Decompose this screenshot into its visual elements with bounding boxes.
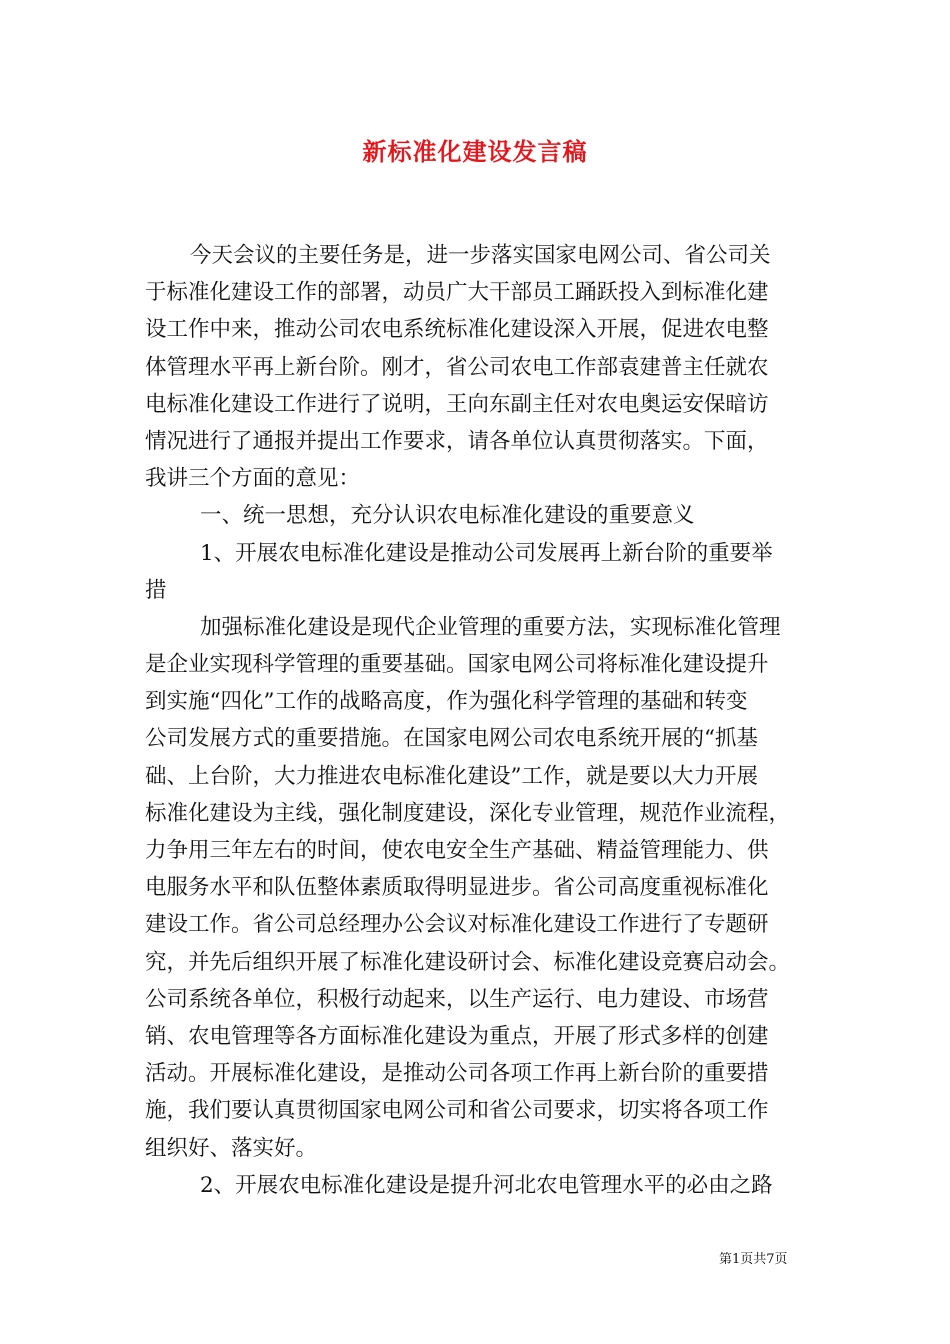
text-line: 2、开展农电标准化建设是提升河北农电管理水平的必由之路 — [200, 1172, 773, 1198]
text-line: 1、开展农电标准化建设是推动公司发展再上新台阶的重要举 — [200, 540, 773, 566]
text-line: 一、统一思想，充分认识农电标准化建设的重要意义 — [200, 503, 695, 529]
text-line: 情况进行了通报并提出工作要求，请各单位认真贯彻落实。下面， — [145, 428, 769, 454]
text-line: 建设工作。省公司总经理办公会议对标准化建设工作进行了专题研 — [145, 912, 769, 938]
text-line: 活动。开展标准化建设，是推动公司各项工作再上新台阶的重要措 — [145, 1061, 769, 1087]
text-line: 施，我们要认真贯彻国家电网公司和省公司要求，切实将各项工作 — [145, 1098, 769, 1124]
text-line: 加强标准化建设是现代企业管理的重要方法，实现标准化管理 — [200, 614, 781, 640]
document-title: 新标准化建设发言稿 — [362, 137, 588, 166]
text-line: 我讲三个方面的意见： — [145, 466, 361, 492]
text-line: 础、上台阶，大力推进农电标准化建设”工作，就是要以大力开展 — [145, 763, 758, 789]
text-line: 公司发展方式的重要措施。在国家电网公司农电系统开展的“抓基 — [145, 726, 758, 752]
text-line: 标准化建设为主线，强化制度建设，深化专业管理，规范作业流程， — [145, 800, 791, 826]
text-line: 电服务水平和队伍整体素质取得明显进步。省公司高度重视标准化 — [145, 875, 769, 901]
text-line: 于标准化建设工作的部署，动员广大干部员工踊跃投入到标准化建 — [145, 280, 769, 306]
text-line: 销、农电管理等各方面标准化建设为重点，开展了形式多样的创建 — [145, 1023, 769, 1049]
text-line: 体管理水平再上新台阶。刚才，省公司农电工作部袁建普主任就农 — [145, 354, 769, 380]
text-line: 设工作中来，推动公司农电系统标准化建设深入开展，促进农电整 — [145, 317, 769, 343]
text-line: 电标准化建设工作进行了说明，王向东副主任对农电奥运安保暗访 — [145, 391, 769, 417]
text-line: 公司系统各单位，积极行动起来，以生产运行、电力建设、市场营 — [145, 986, 769, 1012]
text-line: 今天会议的主要任务是，进一步落实国家电网公司、省公司关 — [190, 243, 771, 268]
text-line: 措 — [145, 577, 167, 603]
text-line: 到实施“四化”工作的战略高度，作为强化科学管理的基础和转变 — [145, 689, 748, 715]
page-number: 第1页共7页 — [719, 1252, 788, 1267]
document-body — [145, 237, 825, 1204]
text-line: 究，并先后组织开展了标准化建设研讨会、标准化建设竞赛启动会。 — [145, 949, 791, 975]
text-line: 力争用三年左右的时间，使农电安全生产基础、精益管理能力、供 — [145, 838, 769, 863]
text-line: 组织好、落实好。 — [145, 1135, 318, 1161]
text-line: 是企业实现科学管理的重要基础。国家电网公司将标准化建设提升 — [145, 652, 769, 678]
